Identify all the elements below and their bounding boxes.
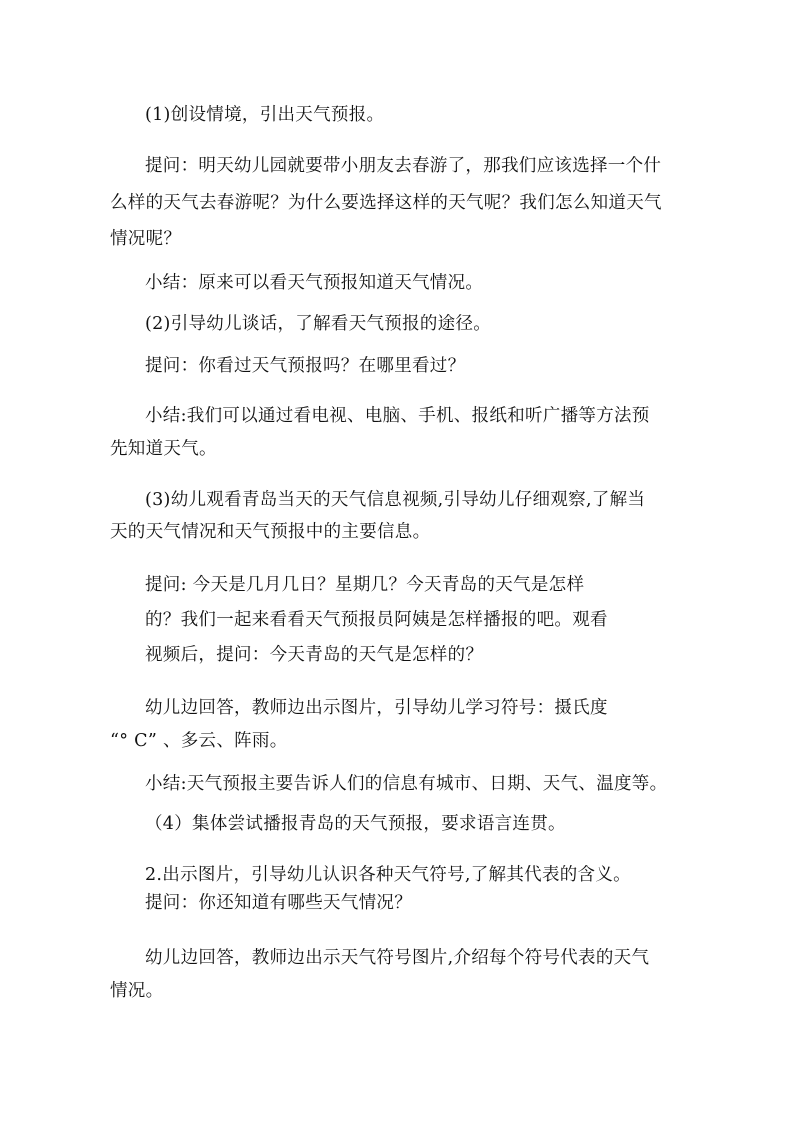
- text-line: 小结:我们可以通过看电视、电脑、手机、报纸和听广播等方法预: [145, 406, 650, 426]
- text-line: 么样的天气去春游呢？为什么要选择这样的天气呢？我们怎么知道天气: [110, 193, 662, 213]
- text-line: 提问：你还知道有哪些天气情况？: [145, 893, 412, 913]
- text-line: 提问：你看过天气预报吗？在哪里看过？: [145, 356, 466, 376]
- text-line: “° C” 、多云、阵雨。: [110, 731, 288, 751]
- text-line: 情况呢？: [110, 229, 182, 249]
- text-line: 先知道天气。: [110, 439, 217, 459]
- text-line: 幼儿边回答，教师边出示图片，引导幼儿学习符号：摄氏度: [145, 698, 608, 718]
- text-line: 2.出示图片，引导幼儿认识各种天气符号,了解其代表的含义。: [145, 865, 631, 885]
- text-line: 幼儿边回答，教师边出示天气符号图片,介绍每个符号代表的天气: [145, 948, 650, 968]
- text-line: 小结：原来可以看天气预报知道天气情况。: [145, 273, 484, 293]
- text-line: （4）集体尝试播报青岛的天气预报，要求语言连贯。: [145, 814, 566, 834]
- text-line: 的？我们一起来看看天气预报员阿姨是怎样播报的吧。观看: [145, 610, 608, 630]
- text-line: (1)创设情境，引出天气预报。: [145, 105, 385, 125]
- text-line: 天的天气情况和天气预报中的主要信息。: [110, 522, 431, 542]
- text-line: 提问：明天幼儿园就要带小朋友去春游了，那我们应该选择一个什: [145, 156, 662, 176]
- text-line: 提问: 今天是几月几日？星期几？今天青岛的天气是怎样: [145, 575, 585, 595]
- text-line: 情况。: [110, 981, 164, 1001]
- text-line: 视频后，提问：今天青岛的天气是怎样的？: [145, 645, 484, 665]
- text-line: (3)幼儿观看青岛当天的天气信息视频,引导幼儿仔细观察,了解当: [145, 490, 646, 510]
- text-line: (2)引导幼儿谈话，了解看天气预报的途径。: [145, 314, 492, 334]
- text-line: 小结:天气预报主要告诉人们的信息有城市、日期、天气、温度等。: [145, 774, 668, 794]
